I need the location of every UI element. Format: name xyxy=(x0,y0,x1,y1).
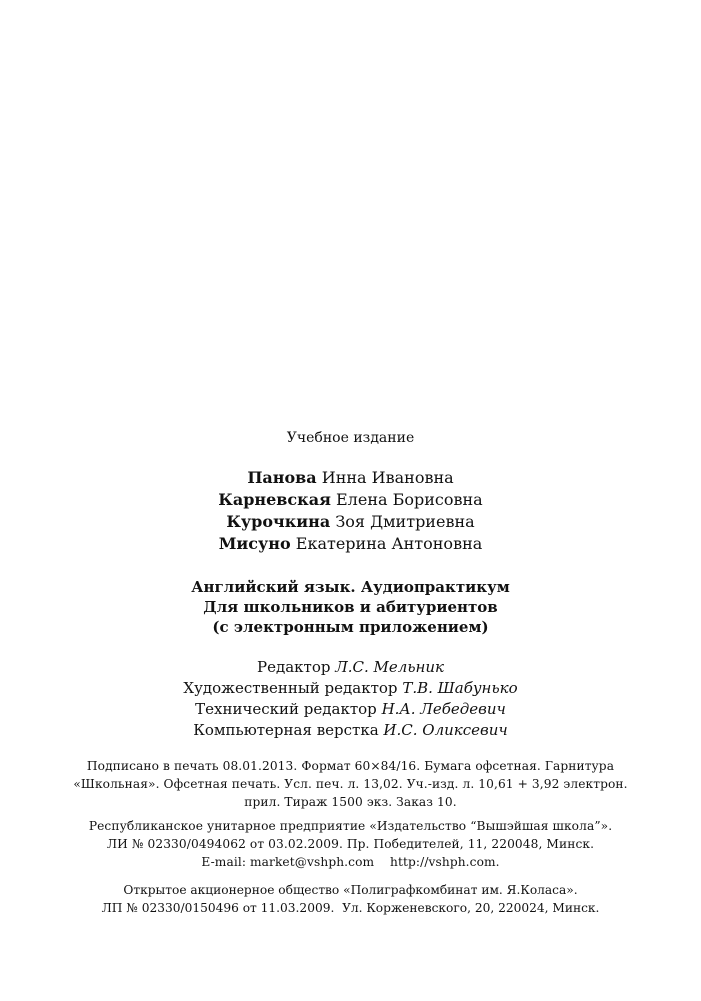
publisher-line: ЛИ № 02330/0494062 от 03.02.2009. Пр. Победителей, 11, 220048, Минск. xyxy=(106,837,595,851)
staff-person: И.С. Оликсевич xyxy=(383,721,508,739)
staff-line xyxy=(0,720,701,741)
edition-type-text: Учебное издание xyxy=(286,430,415,446)
staff-role: Технический редактор xyxy=(195,700,377,718)
staff-person: Н.А. Лебедевич xyxy=(381,700,506,718)
publisher-line: Республиканское унитарное предприятие «Издательство “Вышэйшая школа”». xyxy=(88,819,613,833)
author-surname: Карневская xyxy=(218,490,331,509)
printer-details xyxy=(0,881,701,917)
author-line xyxy=(0,467,701,489)
edition-type xyxy=(0,429,701,447)
author-given-name: Зоя Дмитриевна xyxy=(335,512,475,531)
book-title-line: (с электронным приложением) xyxy=(212,618,489,636)
book-title-line: Для школьников и абитуриентов xyxy=(203,598,498,616)
publisher-line: E-mail: market@vshph.com http://vshph.com. xyxy=(201,855,500,869)
imprint-line: Подписано в печать 08.01.2013. Формат 60×84/16. Бумага офсетная. Гарнитура xyxy=(86,759,615,773)
imprint-line: «Школьная». Офсетная печать. Усл. печ. л. 13,02. Уч.-изд. л. 10,61 + 3,92 электрон. xyxy=(73,777,628,791)
staff-line xyxy=(0,678,701,699)
author-line xyxy=(0,533,701,555)
staff-role: Художественный редактор xyxy=(183,679,398,697)
imprint-line: прил. Тираж 1500 экз. Заказ 10. xyxy=(244,795,457,809)
author-surname: Панова xyxy=(247,468,317,487)
author-surname: Курочкина xyxy=(226,512,331,531)
staff-person: Т.В. Шабунько xyxy=(402,679,518,697)
imprint-details xyxy=(0,757,701,871)
staff-role: Редактор xyxy=(257,658,331,676)
author-surname: Мисуно xyxy=(218,534,291,553)
staff-line xyxy=(0,699,701,720)
author-given-name: Инна Ивановна xyxy=(321,468,454,487)
printer-line: Открытое акционерное общество «Полиграфкомбинат им. Я.Коласа». xyxy=(123,883,578,897)
editorial-staff xyxy=(0,657,701,741)
author-line xyxy=(0,511,701,533)
staff-role: Компьютерная верстка xyxy=(193,721,379,739)
printer-line: ЛП № 02330/0150496 от 11.03.2009. Ул. Корженевского, 20, 220024, Минск. xyxy=(101,901,600,915)
author-given-name: Екатерина Антоновна xyxy=(295,534,483,553)
author-line xyxy=(0,489,701,511)
staff-line xyxy=(0,657,701,678)
author-given-name: Елена Борисовна xyxy=(336,490,483,509)
book-title xyxy=(0,577,701,637)
book-title-line: Английский язык. Аудиопрактикум xyxy=(191,578,510,596)
staff-person: Л.С. Мельник xyxy=(335,658,444,676)
authors-list xyxy=(0,467,701,555)
